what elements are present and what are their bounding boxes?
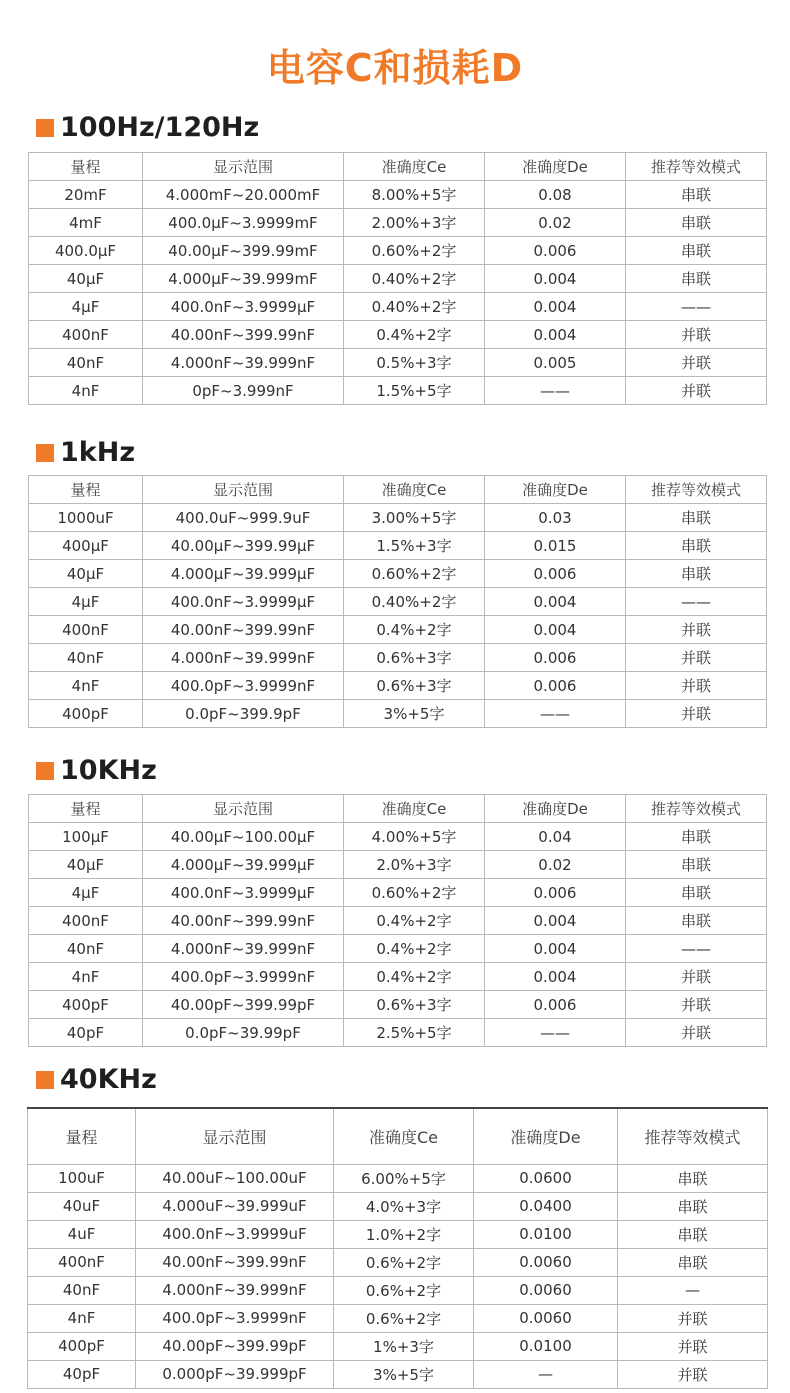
table-cell: 0.004 bbox=[485, 963, 626, 991]
table-cell: 0.006 bbox=[485, 644, 626, 672]
column-header: 推荐等效模式 bbox=[626, 153, 767, 181]
table-cell: 4nF bbox=[29, 672, 143, 700]
table-cell: 40.00µF~399.99µF bbox=[143, 532, 344, 560]
table-row bbox=[28, 1304, 768, 1332]
table-cell: 4.000mF~20.000mF bbox=[143, 181, 344, 209]
table-cell: 并联 bbox=[618, 1360, 768, 1388]
orange-square-icon bbox=[36, 119, 54, 137]
table-cell: 0.004 bbox=[485, 321, 626, 349]
table-cell: 0.5%+3字 bbox=[344, 349, 485, 377]
table-cell: 400nF bbox=[28, 1248, 136, 1276]
table-cell: 40.00nF~399.99nF bbox=[143, 616, 344, 644]
table-cell: 40.00pF~399.99pF bbox=[143, 991, 344, 1019]
table-row bbox=[28, 1276, 768, 1304]
table-cell: 0.0060 bbox=[474, 1276, 618, 1304]
table-cell: 400.0nF~3.9999µF bbox=[143, 588, 344, 616]
table-cell: 1.5%+5字 bbox=[344, 377, 485, 405]
table-row bbox=[29, 504, 767, 532]
table-cell: —— bbox=[485, 700, 626, 728]
table-cell: 400pF bbox=[28, 1332, 136, 1360]
column-header: 准确度Ce bbox=[334, 1108, 474, 1164]
column-header: 准确度Ce bbox=[344, 476, 485, 504]
table-cell: 40nF bbox=[28, 1276, 136, 1304]
table-cell: 0.03 bbox=[485, 504, 626, 532]
table-cell: 4.000nF~39.999nF bbox=[143, 935, 344, 963]
table-cell: 串联 bbox=[626, 181, 767, 209]
table-cell: 2.00%+3字 bbox=[344, 209, 485, 237]
table-cell: 0.004 bbox=[485, 265, 626, 293]
section-label: 10KHz bbox=[60, 755, 157, 786]
table-cell: 1.0%+2字 bbox=[334, 1220, 474, 1248]
column-header: 显示范围 bbox=[136, 1108, 334, 1164]
table-cell: 串联 bbox=[626, 532, 767, 560]
table-cell: 4µF bbox=[29, 879, 143, 907]
table-cell: 0.40%+2字 bbox=[344, 293, 485, 321]
table-cell: 3%+5字 bbox=[334, 1360, 474, 1388]
table-cell: 400pF bbox=[29, 700, 143, 728]
table-row bbox=[29, 672, 767, 700]
column-header: 量程 bbox=[29, 476, 143, 504]
table-cell: 0.6%+2字 bbox=[334, 1248, 474, 1276]
orange-square-icon bbox=[36, 444, 54, 462]
table-row bbox=[29, 644, 767, 672]
table-cell: 40.00nF~399.99nF bbox=[143, 907, 344, 935]
spec-table-10khz bbox=[28, 794, 767, 1047]
table-cell: 40.00nF~399.99nF bbox=[136, 1248, 334, 1276]
table-cell: 400.0µF bbox=[29, 237, 143, 265]
table-header-row bbox=[28, 1108, 768, 1164]
column-header: 准确度De bbox=[485, 153, 626, 181]
table-cell: 8.00%+5字 bbox=[344, 181, 485, 209]
table-cell: 4.000uF~39.999uF bbox=[136, 1192, 334, 1220]
table-cell: 4.000nF~39.999nF bbox=[143, 644, 344, 672]
table-cell: 并联 bbox=[626, 991, 767, 1019]
table-cell: 40nF bbox=[29, 644, 143, 672]
table-cell: 0.02 bbox=[485, 851, 626, 879]
table-cell: 1%+3字 bbox=[334, 1332, 474, 1360]
table-cell: 3.00%+5字 bbox=[344, 504, 485, 532]
table-cell: 6.00%+5字 bbox=[334, 1164, 474, 1192]
table-cell: 4mF bbox=[29, 209, 143, 237]
table-cell: 20mF bbox=[29, 181, 143, 209]
table-cell: 2.0%+3字 bbox=[344, 851, 485, 879]
table-row bbox=[28, 1360, 768, 1388]
table-row bbox=[29, 851, 767, 879]
table-row bbox=[28, 1220, 768, 1248]
table-cell: 3%+5字 bbox=[344, 700, 485, 728]
table-cell: 串联 bbox=[626, 879, 767, 907]
table-cell: — bbox=[474, 1360, 618, 1388]
table-row bbox=[29, 377, 767, 405]
table-cell: 并联 bbox=[626, 377, 767, 405]
table-row bbox=[29, 1019, 767, 1047]
table-cell: 0.40%+2字 bbox=[344, 588, 485, 616]
table-header-row bbox=[29, 476, 767, 504]
table-cell: — bbox=[618, 1276, 768, 1304]
table-cell: 0.006 bbox=[485, 991, 626, 1019]
spec-table-40khz bbox=[27, 1107, 768, 1389]
table-row bbox=[29, 616, 767, 644]
table-cell: 0.60%+2字 bbox=[344, 237, 485, 265]
table-cell: 并联 bbox=[626, 644, 767, 672]
column-header: 准确度Ce bbox=[344, 153, 485, 181]
table-cell: 4uF bbox=[28, 1220, 136, 1248]
table-cell: 串联 bbox=[626, 907, 767, 935]
table-cell: 并联 bbox=[626, 1019, 767, 1047]
table-cell: 0.6%+3字 bbox=[344, 991, 485, 1019]
section-label: 40KHz bbox=[60, 1064, 157, 1095]
table-row bbox=[29, 588, 767, 616]
table-cell: 40uF bbox=[28, 1192, 136, 1220]
table-cell: 100µF bbox=[29, 823, 143, 851]
table-cell: 0.40%+2字 bbox=[344, 265, 485, 293]
table-cell: 并联 bbox=[626, 700, 767, 728]
table-cell: 100uF bbox=[28, 1164, 136, 1192]
table-cell: 400nF bbox=[29, 321, 143, 349]
section-header-1khz bbox=[36, 436, 135, 470]
table-cell: 串联 bbox=[618, 1164, 768, 1192]
table-row bbox=[28, 1164, 768, 1192]
column-header: 量程 bbox=[29, 153, 143, 181]
table-cell: 40nF bbox=[29, 935, 143, 963]
table-row bbox=[29, 237, 767, 265]
table-cell: 0.006 bbox=[485, 672, 626, 700]
spec-table-1khz bbox=[28, 475, 767, 728]
table-cell: 串联 bbox=[626, 209, 767, 237]
table-row bbox=[29, 265, 767, 293]
table-cell: 40.00µF~100.00µF bbox=[143, 823, 344, 851]
table-cell: 40.00pF~399.99pF bbox=[136, 1332, 334, 1360]
table-cell: 0.4%+2字 bbox=[344, 321, 485, 349]
table-cell: 0.6%+3字 bbox=[344, 644, 485, 672]
column-header: 准确度De bbox=[485, 795, 626, 823]
table-cell: 4nF bbox=[29, 377, 143, 405]
table-cell: 400nF bbox=[29, 907, 143, 935]
table-row bbox=[29, 935, 767, 963]
table-cell: 0.0400 bbox=[474, 1192, 618, 1220]
table-cell: 4.000µF~39.999µF bbox=[143, 560, 344, 588]
column-header: 显示范围 bbox=[143, 476, 344, 504]
table-cell: 0.0100 bbox=[474, 1332, 618, 1360]
table-cell: 0.4%+2字 bbox=[344, 907, 485, 935]
table-cell: 4.000nF~39.999nF bbox=[136, 1276, 334, 1304]
table-cell: 40pF bbox=[29, 1019, 143, 1047]
table-cell: 400.0pF~3.9999nF bbox=[136, 1304, 334, 1332]
table-cell: 串联 bbox=[626, 851, 767, 879]
table-cell: 并联 bbox=[618, 1304, 768, 1332]
table-cell: 并联 bbox=[626, 349, 767, 377]
table-cell: 0.006 bbox=[485, 237, 626, 265]
table-cell: 400.0nF~3.9999uF bbox=[136, 1220, 334, 1248]
table-cell: 0.0060 bbox=[474, 1304, 618, 1332]
table-cell: 0.4%+2字 bbox=[344, 963, 485, 991]
table-cell: 40µF bbox=[29, 265, 143, 293]
column-header: 量程 bbox=[29, 795, 143, 823]
table-cell: —— bbox=[626, 293, 767, 321]
column-header: 准确度De bbox=[485, 476, 626, 504]
table-cell: 0.04 bbox=[485, 823, 626, 851]
table-cell: 0.0600 bbox=[474, 1164, 618, 1192]
table-row bbox=[28, 1332, 768, 1360]
table-cell: 0.4%+2字 bbox=[344, 935, 485, 963]
table-cell: —— bbox=[485, 1019, 626, 1047]
table-cell: 0.004 bbox=[485, 935, 626, 963]
table-cell: 并联 bbox=[626, 672, 767, 700]
table-cell: 4.000µF~39.999mF bbox=[143, 265, 344, 293]
table-row bbox=[28, 1192, 768, 1220]
column-header: 推荐等效模式 bbox=[626, 795, 767, 823]
section-header-100hz bbox=[36, 111, 259, 145]
table-row bbox=[29, 991, 767, 1019]
column-header: 准确度Ce bbox=[344, 795, 485, 823]
table-cell: 4.00%+5字 bbox=[344, 823, 485, 851]
table-cell: 串联 bbox=[626, 560, 767, 588]
table-row bbox=[29, 963, 767, 991]
table-cell: 串联 bbox=[618, 1192, 768, 1220]
table-cell: 串联 bbox=[626, 823, 767, 851]
table-cell: 0.0pF~39.99pF bbox=[143, 1019, 344, 1047]
table-header-row bbox=[29, 153, 767, 181]
table-row bbox=[29, 181, 767, 209]
table-cell: 0.0pF~399.9pF bbox=[143, 700, 344, 728]
table-cell: 40µF bbox=[29, 560, 143, 588]
table-cell: 2.5%+5字 bbox=[344, 1019, 485, 1047]
table-cell: 400.0pF~3.9999nF bbox=[143, 672, 344, 700]
page-title: 电容C和损耗D bbox=[266, 46, 524, 90]
column-header: 推荐等效模式 bbox=[626, 476, 767, 504]
orange-square-icon bbox=[36, 1071, 54, 1089]
table-row bbox=[29, 321, 767, 349]
table-cell: 串联 bbox=[618, 1248, 768, 1276]
table-cell: 1000uF bbox=[29, 504, 143, 532]
section-header-40khz bbox=[36, 1063, 157, 1097]
table-cell: 0.004 bbox=[485, 616, 626, 644]
table-row bbox=[28, 1248, 768, 1276]
table-cell: 0.005 bbox=[485, 349, 626, 377]
column-header: 量程 bbox=[28, 1108, 136, 1164]
table-cell: 400.0nF~3.9999µF bbox=[143, 879, 344, 907]
table-cell: 4.000nF~39.999nF bbox=[143, 349, 344, 377]
table-cell: 0.004 bbox=[485, 907, 626, 935]
table-row bbox=[29, 907, 767, 935]
table-row bbox=[29, 700, 767, 728]
table-cell: 串联 bbox=[626, 504, 767, 532]
table-cell: 40nF bbox=[29, 349, 143, 377]
table-row bbox=[29, 349, 767, 377]
table-cell: —— bbox=[485, 377, 626, 405]
table-cell: 40µF bbox=[29, 851, 143, 879]
table-cell: 0.006 bbox=[485, 560, 626, 588]
table-cell: 0.6%+3字 bbox=[344, 672, 485, 700]
table-cell: —— bbox=[626, 935, 767, 963]
table-cell: 并联 bbox=[618, 1332, 768, 1360]
table-cell: 串联 bbox=[626, 237, 767, 265]
table-cell: 0.0060 bbox=[474, 1248, 618, 1276]
table-row bbox=[29, 560, 767, 588]
table-cell: 400nF bbox=[29, 616, 143, 644]
column-header: 准确度De bbox=[474, 1108, 618, 1164]
table-cell: 0.0100 bbox=[474, 1220, 618, 1248]
table-cell: 40.00uF~100.00uF bbox=[136, 1164, 334, 1192]
table-cell: 0.60%+2字 bbox=[344, 560, 485, 588]
table-cell: 0.02 bbox=[485, 209, 626, 237]
table-cell: 400.0µF~3.9999mF bbox=[143, 209, 344, 237]
table-cell: 40pF bbox=[28, 1360, 136, 1388]
section-header-10khz bbox=[36, 754, 157, 788]
table-cell: 1.5%+3字 bbox=[344, 532, 485, 560]
table-row bbox=[29, 532, 767, 560]
table-cell: 串联 bbox=[618, 1220, 768, 1248]
column-header: 推荐等效模式 bbox=[618, 1108, 768, 1164]
table-cell: 4µF bbox=[29, 293, 143, 321]
table-cell: 4µF bbox=[29, 588, 143, 616]
table-cell: 4.000µF~39.999µF bbox=[143, 851, 344, 879]
table-cell: 400pF bbox=[29, 991, 143, 1019]
table-header-row bbox=[29, 795, 767, 823]
table-cell: 400.0uF~999.9uF bbox=[143, 504, 344, 532]
spec-table-100hz bbox=[28, 152, 767, 405]
table-cell: 并联 bbox=[626, 321, 767, 349]
section-label: 1kHz bbox=[60, 437, 136, 468]
table-cell: 0.006 bbox=[485, 879, 626, 907]
table-row bbox=[29, 293, 767, 321]
table-cell: 0.004 bbox=[485, 588, 626, 616]
table-cell: 串联 bbox=[626, 265, 767, 293]
table-cell: 0.08 bbox=[485, 181, 626, 209]
table-cell: 0.015 bbox=[485, 532, 626, 560]
table-cell: 0.004 bbox=[485, 293, 626, 321]
table-cell: —— bbox=[626, 588, 767, 616]
table-row bbox=[29, 209, 767, 237]
table-row bbox=[29, 879, 767, 907]
orange-square-icon bbox=[36, 762, 54, 780]
column-header: 显示范围 bbox=[143, 795, 344, 823]
table-cell: 4.0%+3字 bbox=[334, 1192, 474, 1220]
table-cell: 400.0nF~3.9999µF bbox=[143, 293, 344, 321]
table-cell: 0.6%+2字 bbox=[334, 1304, 474, 1332]
table-row bbox=[29, 823, 767, 851]
table-cell: 0.60%+2字 bbox=[344, 879, 485, 907]
section-label: 100Hz/120Hz bbox=[60, 112, 260, 143]
table-cell: 0pF~3.999nF bbox=[143, 377, 344, 405]
table-cell: 4nF bbox=[28, 1304, 136, 1332]
column-header: 显示范围 bbox=[143, 153, 344, 181]
table-cell: 并联 bbox=[626, 616, 767, 644]
table-cell: 400.0pF~3.9999nF bbox=[143, 963, 344, 991]
table-cell: 40.00nF~399.99nF bbox=[143, 321, 344, 349]
table-cell: 4nF bbox=[29, 963, 143, 991]
table-cell: 40.00µF~399.99mF bbox=[143, 237, 344, 265]
table-cell: 0.4%+2字 bbox=[344, 616, 485, 644]
table-cell: 0.000pF~39.999pF bbox=[136, 1360, 334, 1388]
table-cell: 并联 bbox=[626, 963, 767, 991]
table-cell: 400µF bbox=[29, 532, 143, 560]
table-cell: 0.6%+2字 bbox=[334, 1276, 474, 1304]
